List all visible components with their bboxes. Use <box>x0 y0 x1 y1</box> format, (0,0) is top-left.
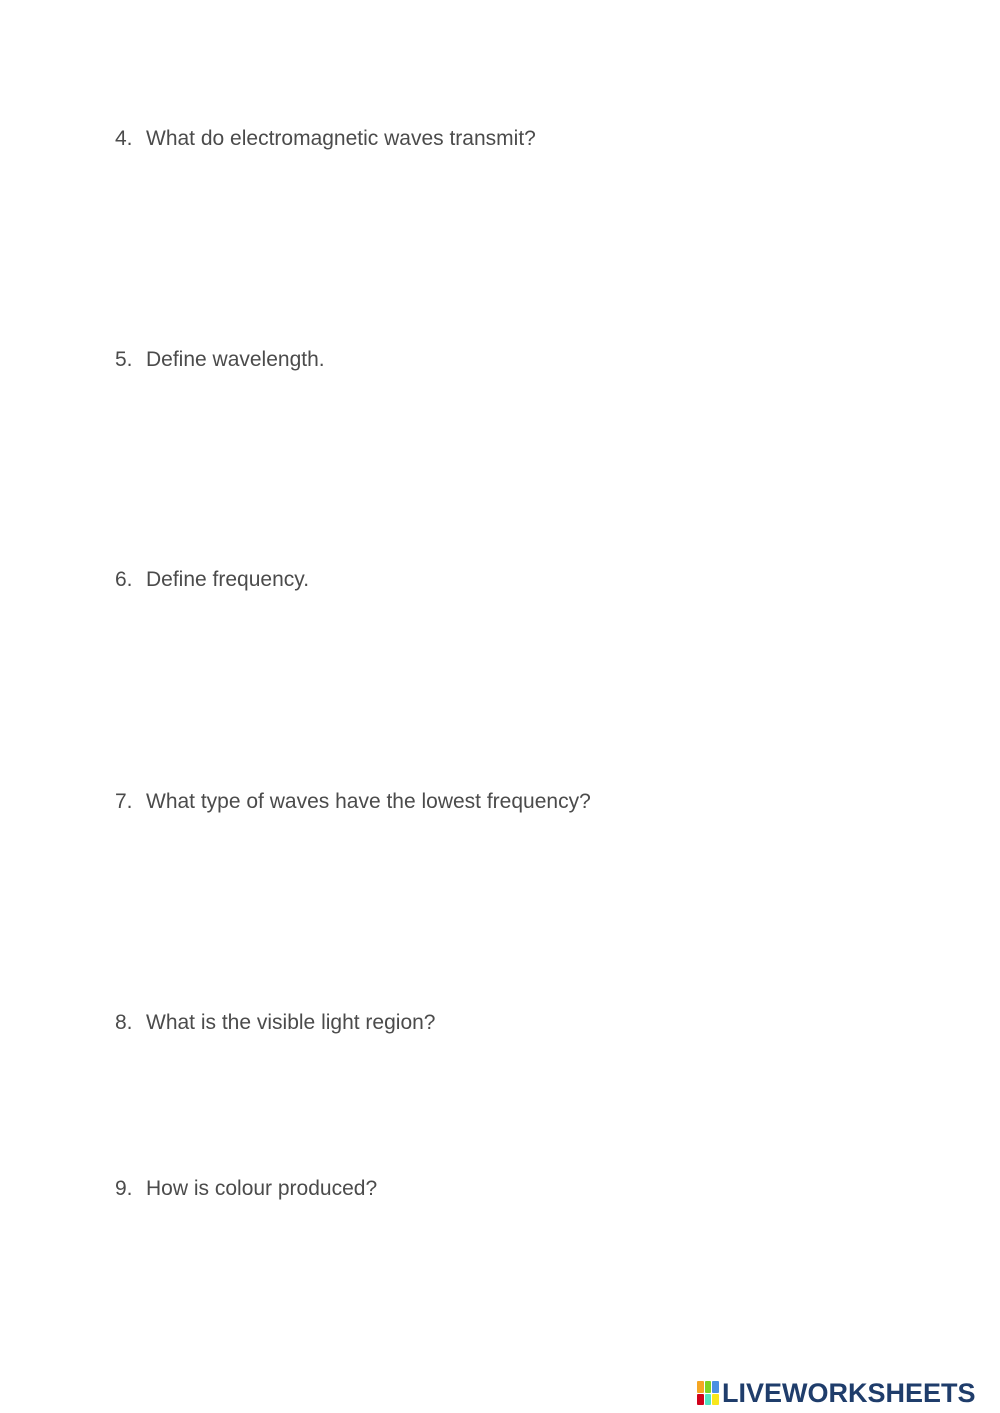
question-7 <box>115 790 591 814</box>
question-4 <box>115 127 536 151</box>
liveworksheets-logo[interactable] <box>697 1378 976 1408</box>
question-9 <box>115 1177 377 1201</box>
question-text: What is the visible light region? <box>146 1011 436 1034</box>
question-6 <box>115 568 309 592</box>
question-number: 6. <box>115 568 133 591</box>
question-text: What type of waves have the lowest frequency? <box>146 790 591 813</box>
question-text: Define wavelength. <box>146 348 325 371</box>
question-number: 8. <box>115 1011 133 1034</box>
question-text: What do electromagnetic waves transmit? <box>146 127 536 150</box>
question-number: 7. <box>115 790 133 813</box>
liveworksheets-logo-icon <box>697 1381 719 1405</box>
question-number: 5. <box>115 348 133 371</box>
question-text: Define frequency. <box>146 568 310 591</box>
question-5 <box>115 348 325 372</box>
question-8 <box>115 1011 435 1035</box>
logo-text: LIVEWORKSHEETS <box>722 1378 976 1408</box>
question-number: 9. <box>115 1177 133 1200</box>
question-text: How is colour produced? <box>146 1177 378 1200</box>
question-number: 4. <box>115 127 133 150</box>
